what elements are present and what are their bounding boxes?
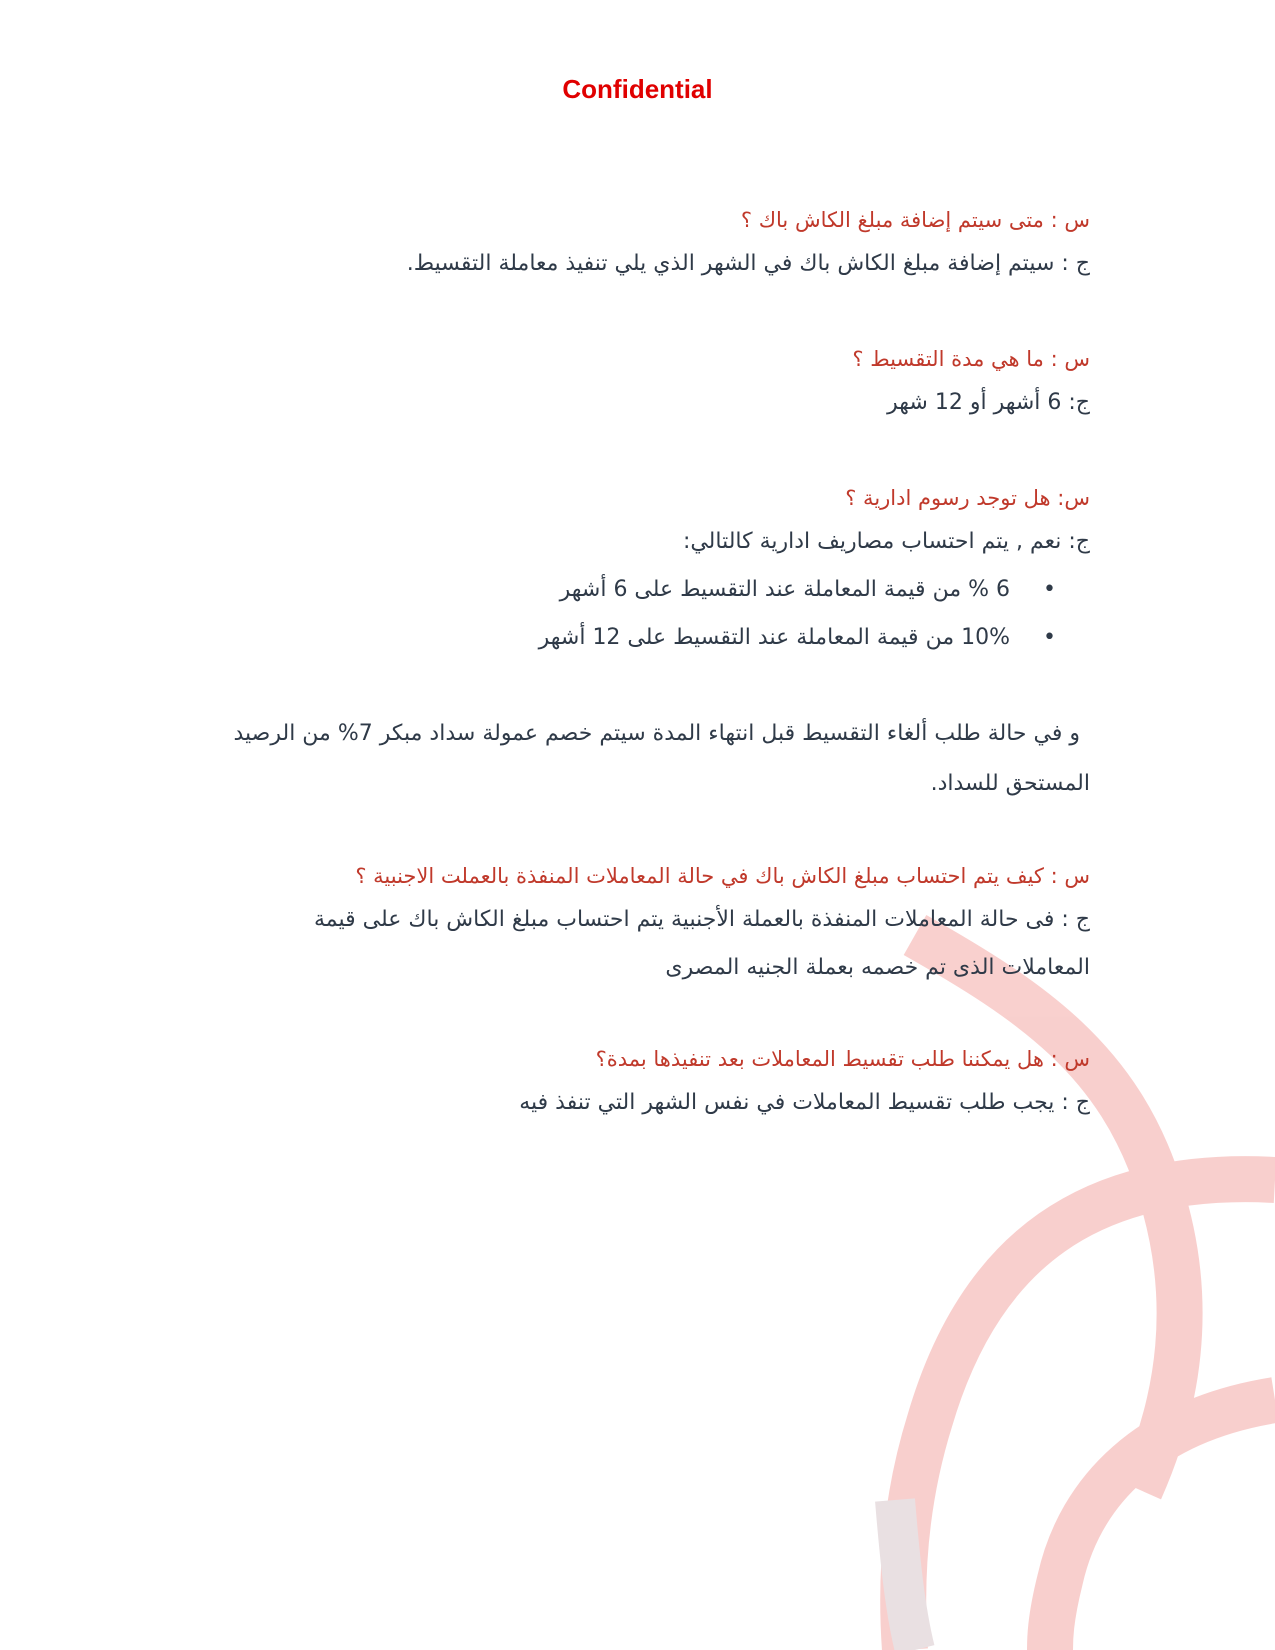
faq-content (160, 200, 1090, 1127)
early-cancellation-note: و في حالة طلب ألغاء التقسيط قبل انتهاء المدة سيتم خصم عمولة سداد مبكر 7% من الرصيد (233, 721, 1080, 746)
early-cancellation-note: المستحق للسداد. (930, 771, 1090, 796)
bullet-icon: • (1043, 625, 1056, 650)
faq-item (160, 339, 1090, 427)
faq-answer: ج : فى حالة المعاملات المنفذة بالعملة الأجنبية يتم احتساب مبلغ الكاش باك على قيمة (313, 907, 1090, 932)
faq-question: س : كيف يتم احتساب مبلغ الكاش باك في حالة المعاملات المنفذة بالعملت الاجنبية ؟ (355, 864, 1090, 888)
faq-item (160, 1039, 1090, 1127)
faq-question: س: هل توجد رسوم ادارية ؟ (845, 486, 1090, 510)
list-item (160, 614, 1056, 662)
list-item-text: 10% من قيمة المعاملة عند التقسيط على 12 أشهر (538, 625, 1010, 650)
list-item (160, 566, 1056, 614)
faq-question: س : متى سيتم إضافة مبلغ الكاش باك ؟ (740, 208, 1090, 232)
faq-item (160, 200, 1090, 288)
faq-question: س : هل يمكننا طلب تقسيط المعاملات بعد تنفيذها بمدة؟ (595, 1047, 1090, 1071)
confidential-header: Confidential (562, 74, 713, 104)
faq-question: س : ما هي مدة التقسيط ؟ (852, 347, 1090, 371)
faq-item (160, 478, 1090, 809)
bullet-icon: • (1043, 577, 1056, 602)
fee-bullet-list (160, 566, 1090, 662)
faq-item (160, 856, 1090, 992)
faq-answer: ج : يجب طلب تقسيط المعاملات في نفس الشهر التي تنفذ فيه (519, 1090, 1090, 1115)
faq-answer: ج : سيتم إضافة مبلغ الكاش باك في الشهر الذي يلي تنفيذ معاملة التقسيط. (406, 251, 1090, 276)
faq-answer: ج: نعم , يتم احتساب مصاريف ادارية كالتالي: (682, 529, 1090, 554)
list-item-text: 6 % من قيمة المعاملة عند التقسيط على 6 أشهر (559, 577, 1010, 602)
faq-answer: ج: 6 أشهر أو 12 شهر (887, 390, 1090, 415)
faq-answer: المعاملات الذى تم خصمه بعملة الجنيه المصرى (665, 955, 1090, 980)
